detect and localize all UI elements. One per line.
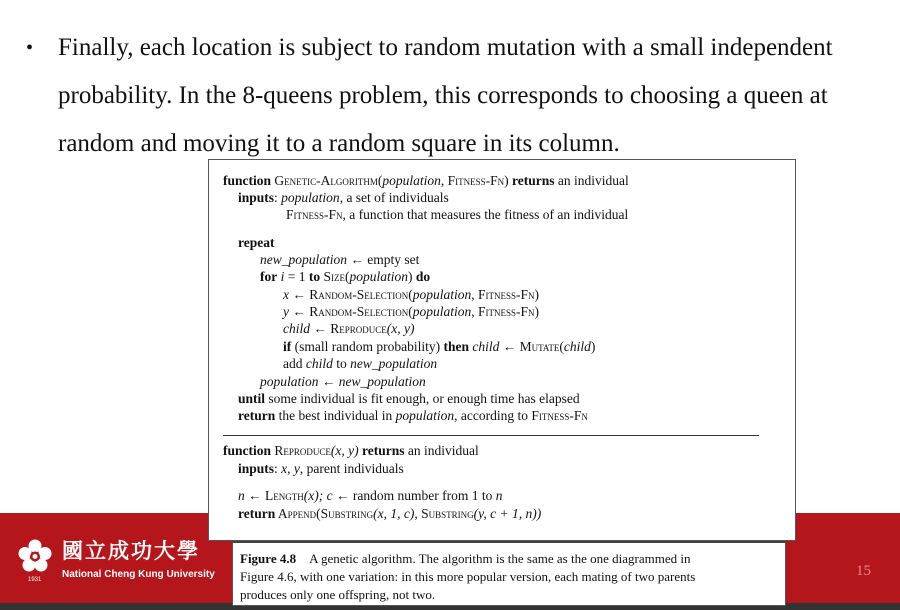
caption-line-1: Figure 4.8 A genetic algorithm. The algorithm is the same as the one diagrammed in bbox=[240, 551, 691, 566]
bullet-line-2: probability. In the 8-queens problem, this corresponds to choosing a queen at bbox=[58, 82, 828, 109]
algorithm-divider bbox=[223, 435, 759, 436]
algo-line-return: return the best individual in population, according to Fitness-Fn bbox=[238, 408, 588, 423]
algo-line-signature: function Genetic-Algorithm(population, Fitness-Fn) returns an individual bbox=[223, 173, 629, 188]
founding-year: 1931 bbox=[28, 577, 42, 583]
algo-line-add: add child to new_population bbox=[283, 356, 438, 371]
university-name-en: National Cheng Kung University bbox=[62, 569, 215, 580]
reproduce-line-length: n ← Length(x); c ← random number from 1 to n bbox=[238, 488, 503, 503]
algo-line-y: y ← Random-Selection(population, Fitness-Fn) bbox=[283, 304, 540, 319]
algo-line-x: x ← Random-Selection(population, Fitness-Fn) bbox=[283, 287, 540, 302]
reproduce-line-return: return Append(Substring(x, 1, c), Substring(y, c + 1, n)) bbox=[238, 506, 542, 521]
algo-line-fitness: Fitness-Fn, a function that measures the fitness of an individual bbox=[286, 207, 629, 222]
page-number: 15 bbox=[856, 563, 871, 579]
bullet-line-1: Finally, each location is subject to random mutation with a small independent bbox=[58, 34, 833, 61]
university-name-cn: 國立成功大學 bbox=[62, 539, 200, 563]
figure-caption bbox=[232, 541, 786, 606]
algo-line-until: until some individual is fit enough, or enough time has elapsed bbox=[238, 391, 580, 406]
algo-line-new-pop: new_population ← empty set bbox=[260, 252, 420, 267]
algo-line-repeat: repeat bbox=[238, 235, 275, 250]
algo-line-for: for i = 1 to Size(population) do bbox=[260, 269, 431, 284]
bullet-text bbox=[58, 24, 894, 168]
algo-line-child: child ← Reproduce(x, y) bbox=[283, 321, 415, 336]
bullet-icon: • bbox=[26, 37, 34, 59]
algo-line-if: if (small random probability) then child ← Mutate(child) bbox=[283, 339, 596, 354]
bullet-line-3: random and moving it to a random square in its column. bbox=[58, 130, 620, 157]
algo-line-population: population ← new_population bbox=[260, 374, 426, 389]
caption-line-2: Figure 4.6, with one variation: in this more popular version, each mating of two parents bbox=[240, 569, 696, 584]
algorithm-box bbox=[208, 159, 796, 541]
reproduce-line-signature: function Reproduce(x, y) returns an individual bbox=[223, 443, 479, 458]
algo-line-inputs: inputs: population, a set of individuals bbox=[238, 190, 449, 205]
reproduce-line-inputs: inputs: x, y, parent individuals bbox=[238, 461, 404, 476]
plum-blossom-logo-icon bbox=[18, 539, 52, 573]
caption-line-3: produces only one offspring, not two. bbox=[240, 587, 436, 602]
caption-label: Figure 4.8 bbox=[240, 551, 297, 566]
